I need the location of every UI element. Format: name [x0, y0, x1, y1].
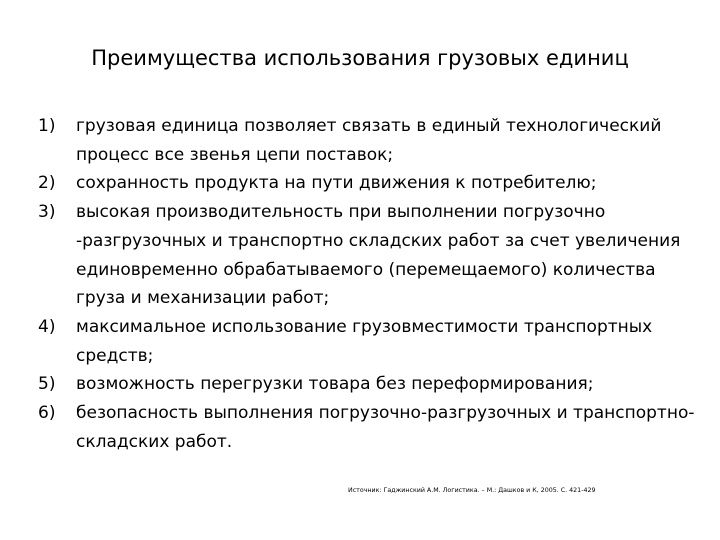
- list-item-text: грузовая единица позволяет связать в единый технологический процесс все звенья цепи поставок;: [76, 116, 662, 165]
- list-item-text: безопасность выполнения погрузочно-разгрузочных и транспортно-складских работ.: [76, 403, 695, 452]
- list-item-number: 3): [38, 202, 56, 223]
- list-item: [38, 370, 703, 399]
- source-citation: Источник: Гаджинский А.М. Логистика. – М.: Дашков и К, 2005. С. 421-429: [348, 487, 596, 494]
- list-item-number: 5): [38, 374, 56, 395]
- list-item: [38, 313, 703, 370]
- list-item-number: 2): [38, 173, 56, 194]
- list-item-text: максимальное использование грузовместимости транспортных средств;: [76, 316, 653, 366]
- list-item-number: 4): [38, 316, 56, 337]
- list-item: [38, 169, 703, 198]
- list-item-number: 1): [38, 116, 56, 136]
- slide-title: Преимущества использования грузовых единиц: [91, 46, 629, 70]
- list-item-text: возможность перегрузки товара без переформирования;: [76, 374, 594, 395]
- list-item-text: сохранность продукта на пути движения к потребителю;: [76, 173, 597, 194]
- list-item: [38, 198, 703, 313]
- list-item: [38, 399, 703, 456]
- advantages-list: [38, 112, 703, 456]
- list-item: [38, 112, 703, 169]
- list-item-text: высокая производительность при выполнении погрузочно -разгрузочных и транспортно складских работ за счет увеличения единовременно обрабатываемого (перемещаемого) количества груза и механизации работ;: [76, 202, 681, 309]
- list-item-number: 6): [38, 403, 56, 424]
